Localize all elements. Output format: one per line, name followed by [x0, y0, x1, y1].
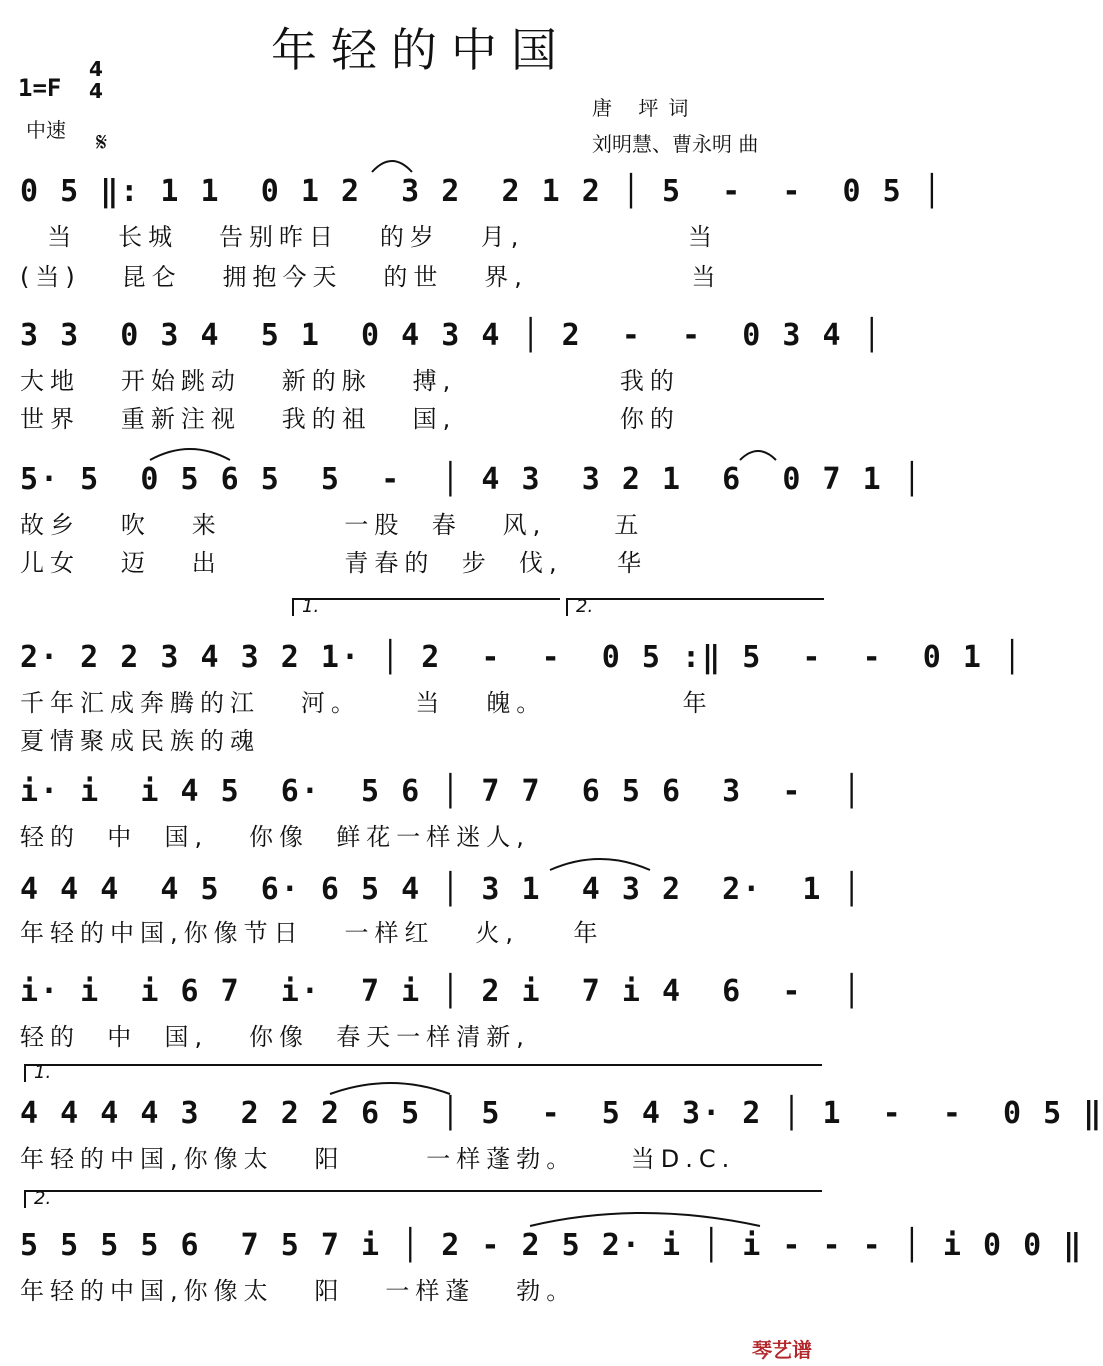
notation-line-6: 4 4 4 4 5 6· 6 5 4 │ 3 1 4 3 2 2· 1 │ [20, 872, 863, 907]
second-ending-label-b: 2. [34, 1188, 52, 1209]
slur-6 [530, 1213, 760, 1226]
composer-credit: 刘明慧、曹永明 曲 [592, 132, 759, 156]
lyric-line-2a: 大地 开始跳动 新的脉 搏, 我的 [20, 367, 680, 395]
song-title: 年轻的中国 [271, 23, 571, 77]
first-ending-label: 1. [302, 596, 320, 617]
lyric-line-4b: 夏情聚成民族的魂 [20, 727, 260, 755]
slur-5 [330, 1083, 450, 1094]
notation-line-4: 2· 2 2 3 4 3 2 1· │ 2 - - 0 5 :‖ 5 - - 0 1 │ [20, 640, 1024, 675]
lyric-line-4a: 千年汇成奔腾的江 河。 当 魄。 年 [20, 689, 713, 717]
lyricist-credit: 唐 坪词 [592, 96, 699, 120]
slur-4 [550, 859, 650, 870]
lyric-line-7: 轻的 中 国, 你像 春天一样清新, [20, 1023, 530, 1051]
watermark-logo: 琴艺谱 [752, 1338, 812, 1362]
tempo-marking: 中速 [26, 118, 66, 142]
notation-line-3: 5· 5 0 5 6 5 5 - │ 4 3 3 2 1 6 0 7 1 │ [20, 462, 923, 497]
notation-line-2: 3 3 0 3 4 5 1 0 4 3 4 │ 2 - - 0 3 4 │ [20, 318, 883, 353]
notation-line-1: 0 5 ‖: 1 1 0 1 2 3 2 2 1 2 │ 5 - - 0 5 │ [20, 174, 943, 209]
notation-line-9: 5 5 5 5 6 7 5 7 i │ 2 - 2 5 2· i │ i - - - │ i 0 0 ‖ [20, 1228, 1084, 1263]
key-signature: 1=F [18, 74, 62, 102]
lyric-line-3b: 儿女 迈 出 青春的 步 伐, 华 [20, 549, 648, 577]
lyric-line-8: 年轻的中国,你像太 阳 一样蓬勃。 当D.C. [20, 1145, 736, 1173]
slur-1 [372, 161, 412, 172]
notation-line-8: 4 4 4 4 3 2 2 2 6 5 │ 5 - 5 4 3· 2 │ 1 - - 0 5 ‖ [20, 1096, 1103, 1131]
lyric-line-1a: 当 长城 告别昨日 的岁 月, 当 [20, 223, 718, 251]
segno-icon: 𝄋 [96, 128, 108, 158]
slur-2 [150, 449, 230, 460]
lyric-line-9: 年轻的中国,你像太 阳 一样蓬 勃。 [20, 1277, 577, 1305]
lyric-line-1b: (当) 昆仑 拥抱今天 的世 界, 当 [20, 263, 722, 291]
lyric-line-5: 轻的 中 国, 你像 鲜花一样迷人, [20, 823, 530, 851]
notation-line-7: i· i i 6 7 i· 7 i │ 2 i 7 i 4 6 - │ [20, 974, 863, 1009]
slur-3 [740, 451, 776, 460]
first-ending-label-b: 1. [34, 1062, 52, 1083]
lyric-line-3a: 故乡 吹 来 一股 春 风, 五 [20, 511, 645, 539]
lyric-line-2b: 世界 重新注视 我的祖 国, 你的 [20, 405, 680, 433]
notation-line-5: i· i i 4 5 6· 5 6 │ 7 7 6 5 6 3 - │ [20, 774, 863, 809]
lyric-line-6: 年轻的中国,你像节日 一样红 火, 年 [20, 919, 604, 947]
meter-bottom: 4 [89, 79, 103, 103]
second-ending-label: 2. [576, 596, 594, 617]
meter-top: 4 [89, 57, 103, 81]
